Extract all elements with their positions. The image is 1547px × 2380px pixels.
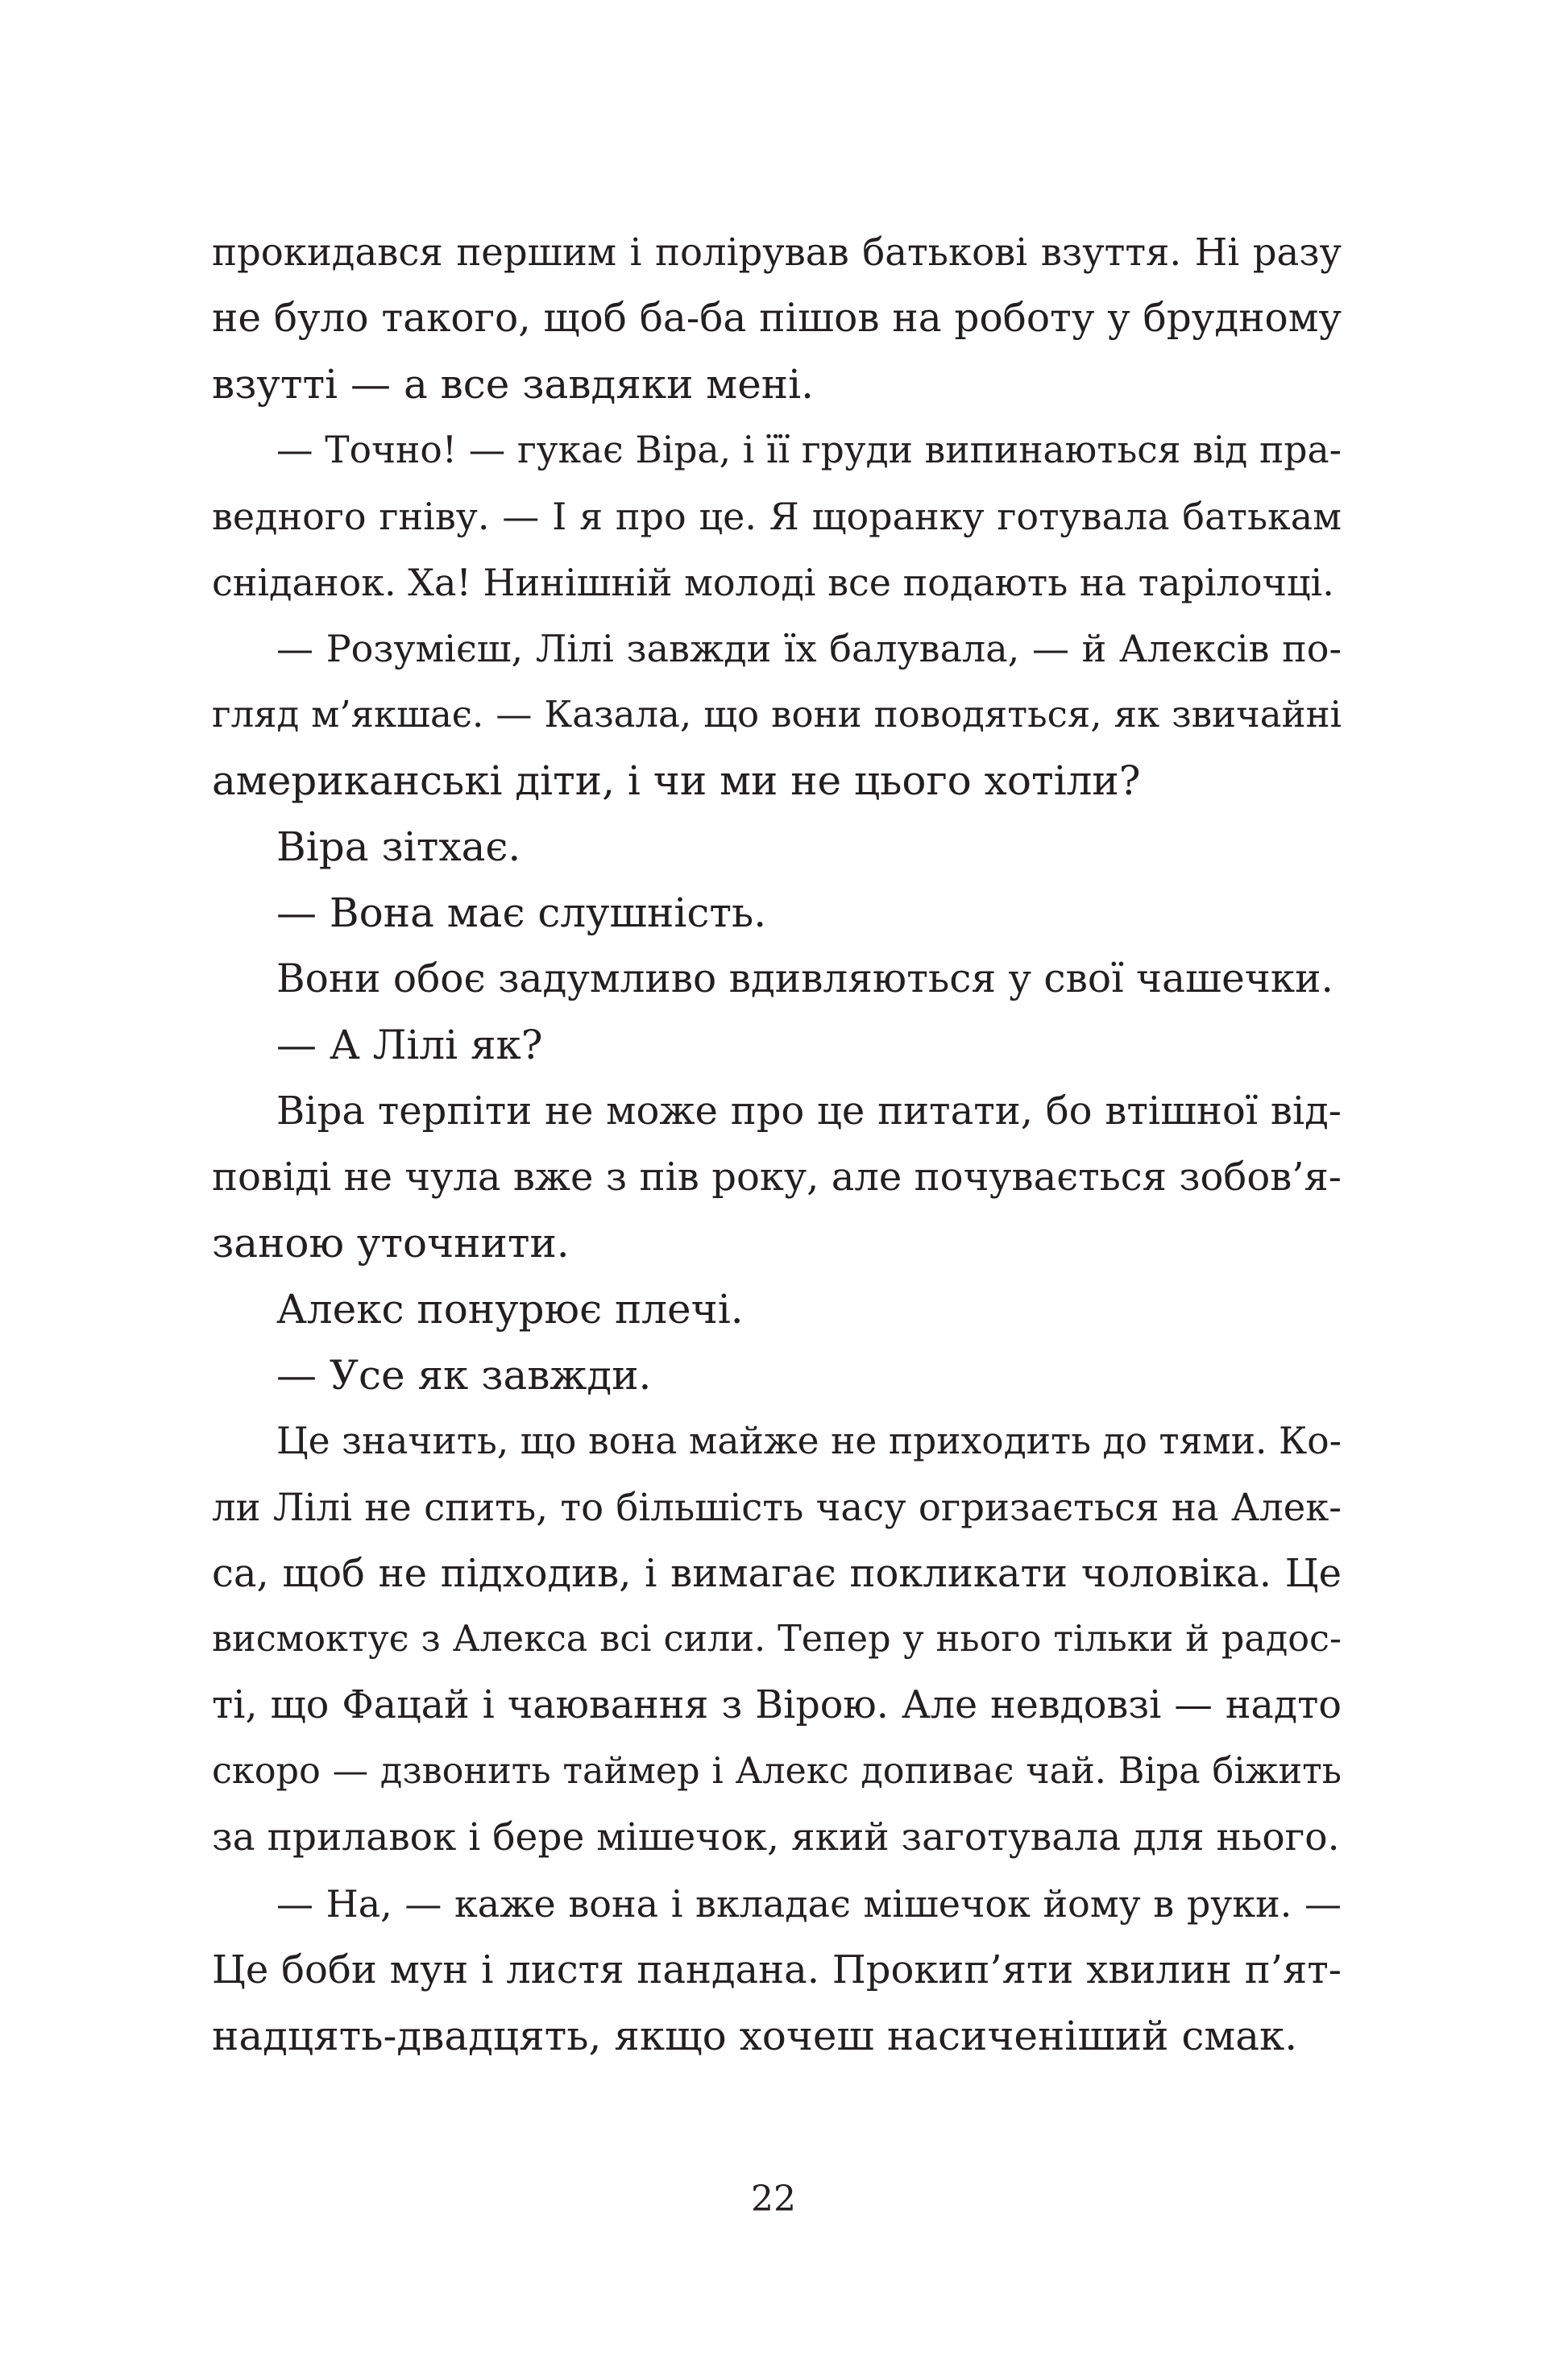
text-line: американські діти, і чи ми не цього хотіли? — [212, 757, 1141, 804]
body-text — [212, 219, 1342, 2069]
text-line: — На, — каже вона і вкладає мішечок йому в руки. — — [276, 1882, 1342, 1926]
text-line: — А Лілі як? — [276, 1022, 543, 1068]
text-line: надцять-двадцять, якщо хочеш насиченіший смак. — [212, 2013, 1298, 2059]
text-line: — Усе як завжди. — [276, 1352, 652, 1399]
text-line: Алекс понурює плечі. — [276, 1286, 744, 1333]
text-line: ті, що Фацай і чаювання з Вірою. Але невдовзі — надто — [212, 1683, 1342, 1727]
text-line: скоро — дзвонить таймер і Алекс допиває чай. Віра біжить — [212, 1751, 1342, 1792]
text-line: заною уточнити. — [212, 1220, 570, 1267]
text-line: Віра терпіти не може про це питати, бо втішної від- — [276, 1088, 1342, 1134]
text-line: ведного гніву. — І я про це. Я щоранку готувала батькам — [212, 495, 1342, 538]
text-line: Віра зітхає. — [276, 823, 521, 870]
text-line: не було такого, щоб ба-ба пішов на роботу у брудному — [212, 296, 1342, 341]
text-line: Вони обоє задумливо вдивляються у свої чашечки. — [276, 956, 1333, 1001]
page-number: 22 — [751, 2179, 796, 2220]
text-line: сніданок. Ха! Нинішній молоді все подають на тарілочці. — [212, 561, 1334, 604]
text-line: Це боби мун і листя пандана. Прокип’яти хвилин п’ят- — [212, 1947, 1342, 1992]
text-line: прокидався першим і полірував батькові взуття. Ні разу — [212, 230, 1342, 274]
text-line: гляд м’якшає. — Казала, що вони поводяться, як звичайні — [212, 693, 1342, 736]
text-line: — Точно! — гукає Віра, і її груди випинаються від пра- — [276, 429, 1342, 471]
text-line: — Розумієш, Лілі завжди їх балувала, — й Алексів по- — [276, 627, 1342, 670]
text-line: ли Лілі не спить, то більшість часу огризається на Алек- — [212, 1486, 1342, 1529]
text-line: повіді не чула вже з пів року, але почувається зобов’я- — [212, 1155, 1342, 1200]
text-line: висмоктує з Алекса всі сили. Тепер у нього тільки й радос- — [212, 1619, 1342, 1660]
text-line: взутті — а все завдяки мені. — [212, 361, 814, 408]
text-line: Це значить, що вона майже не приходить до тями. Ко- — [276, 1420, 1342, 1462]
text-line: — Вона має слушність. — [276, 889, 767, 936]
text-line: за прилавок і бере мішечок, який заготувала для нього. — [212, 1815, 1340, 1860]
text-line: са, щоб не підходив, і вимагає покликати чоловіка. Це — [212, 1551, 1342, 1596]
